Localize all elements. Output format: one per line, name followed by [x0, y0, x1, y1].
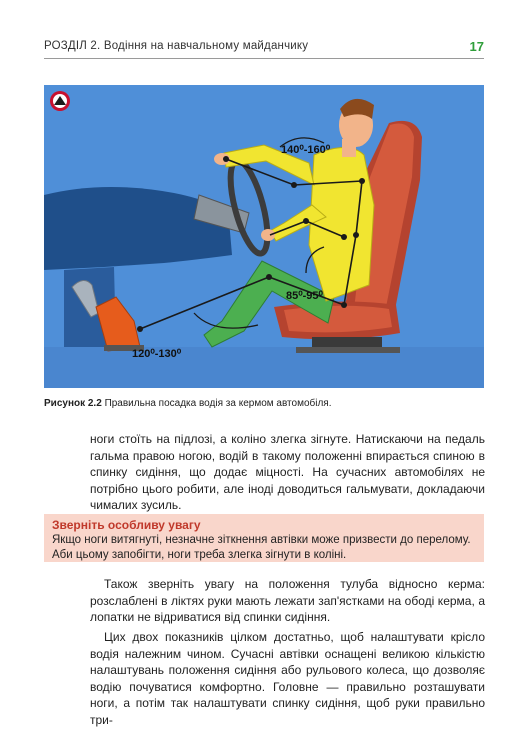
page-header — [44, 36, 484, 59]
publisher-logo-icon — [50, 91, 70, 111]
torso — [309, 148, 374, 302]
angle-label-arms: 140⁰-160⁰ — [281, 144, 331, 156]
paragraph-2: Також зверніть увагу на положення тулуба відносно керма: розслаблені в ліктях руки мають лежати зап'ястками на ободі керма, а лопатки не відриватися від спинки сидіння. — [90, 577, 485, 624]
figure-caption — [44, 398, 484, 409]
angle-label-knee: 120⁰-130⁰ — [132, 348, 182, 360]
attention-note — [44, 514, 484, 562]
floor — [44, 347, 484, 388]
hand-right — [261, 229, 275, 241]
note-title: Зверніть особливу увагу — [52, 518, 201, 532]
paragraph-3: Цих двох показників цілком достатньо, щоб налаштувати крісло водія належним чином. Сучасні автівки оснащені великою кількістю налаштувань положення сидіння або рульового колеса, що дозволяє водію почуватися комфортно. Головне — правильно розташувати ноги, а потім так налаштувати спинку сидіння, щоб руки правильно три- — [90, 630, 485, 727]
note-body: Якщо ноги витягнуті, незначне зіткнення автівки може призвести до перелому. Аби цьому запобігти, ноги треба злегка зігнути в коліні. — [52, 534, 471, 561]
paragraph-1: ноги стоїть на підлозі, а коліно злегка зігнуте. Натискаючи на педаль гальма правою ногою, водій в такому положенні впирається спиною в спинку сидіння, що додає міцності. На сучасних автомобілях не потрібно цього робити, але іноді доводиться гальмувати, докладаючи чималих зусиль. — [90, 432, 485, 512]
angle-label-hip: 85⁰-95⁰ — [286, 290, 323, 302]
page-number: 17 — [469, 39, 484, 54]
driver-posture-figure — [44, 85, 484, 388]
caption-label: Рисунок 2.2 — [44, 398, 102, 409]
caption-text: Правильна посадка водія за кермом автомобіля. — [104, 398, 332, 409]
section-title: РОЗДІЛ 2. Водіння на навчальному майданчику — [44, 40, 309, 52]
figure-illustration — [44, 85, 484, 388]
